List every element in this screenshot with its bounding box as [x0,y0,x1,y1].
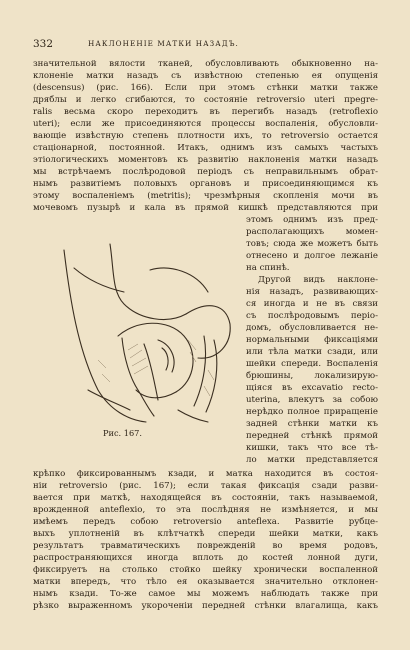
text-line: врожденной anteflexio, то эта послѣдняя не измѣняется, и мы [33,505,378,515]
text-line: брюшины, локализирую- [246,371,378,381]
text-line: дряблы и легко сгибаются, то состояніе retroversio uteri преgre- [33,95,378,105]
text-line: стаціонарной, постоянной. Итакъ, однимъ изъ самыхъ частыхъ [33,143,378,153]
text-line: ralis весьма скоро переходитъ въ перегибъ назадъ (retroflexio [33,107,378,117]
text-line: нымъ развитіемъ половыхъ органовъ и присоединяющимся къ [33,179,378,189]
text-line: этіологическихъ моментовъ къ развитію наклоненія матки назадъ [33,155,378,165]
text-line: кишки, такъ что все тѣ- [246,443,378,453]
page-number: 332 [33,38,54,50]
text-line: имѣемъ передъ собою retroversio anteflexa. Развитіе рубце- [33,517,378,527]
page-header [33,38,378,52]
text-line: отнесено и долгое лежаніе [246,251,378,261]
anatomical-figure [58,240,236,425]
figure-outline [122,338,154,416]
figure-outline [194,336,206,406]
text-line: ло матки представляется [246,455,378,465]
text-line: передней стѣнкѣ прямой [246,431,378,441]
figure-outline [158,340,174,372]
text-line: домъ, обусловливается не- [246,323,378,333]
text-line: рѣзко выраженномъ укороченіи передней стѣнки влагалища, какъ [33,601,378,611]
text-line: нія назадъ, развивающих- [246,287,378,297]
text-line: шейки спереди. Воспаленія [246,359,378,369]
text-line: задней стѣнки матки къ [246,419,378,429]
text-line: съ послѣродовымъ періо- [246,311,378,321]
text-line: этому воспаленіемъ (metritis); чрезмѣрныя скопленія мочи въ [33,191,378,201]
figure-caption: Рис. 167. [103,428,142,438]
text-line: фиксируетъ на столько стойко шейку хронически воспаленной [33,565,378,575]
running-title: НАКЛОНЕНІЕ МАТКИ НАЗАДЪ. [88,39,239,48]
text-line: вается при маткѣ, находящейся въ состояніи, такъ называемой, [33,493,378,503]
text-line: матки впередъ, что тѣло ея оказывается значительно отклонен- [33,577,378,587]
figure-outline [162,348,168,370]
text-line: на спинѣ. [246,263,290,273]
text-line: крѣпко фиксированнымъ кзади, и матка находится въ состоя- [33,469,378,479]
text-line: выхъ уплотненій въ клѣтчаткѣ спереди шейки матки, какъ [33,529,378,539]
text-line: результатъ травматическихъ поврежденій во время родовъ, [33,541,378,551]
text-line: Другой видъ наклоне- [258,275,378,285]
text-line: щіяся въ excavatio recto- [246,383,378,393]
text-line: значительной вялости тканей, обусловливають обыкновенно на- [33,59,378,69]
figure-outline [118,323,193,392]
figure-outline [64,250,146,422]
text-line: uterina, влекутъ за собою [246,395,378,405]
text-line: этомъ однимъ изъ пред- [246,215,378,225]
text-line: располагающихъ момен- [246,227,378,237]
text-line: нормальными фиксаціями [246,335,378,345]
figure-outline [150,268,208,292]
figure-outline [74,268,124,292]
text-line: нымъ кзади. То-же самое мы можемъ наблюдать также при [33,589,378,599]
figure-outline [144,344,158,400]
text-line: (descensus) (рис. 166). Если при этомъ стѣнки матки также [33,83,378,93]
text-line: мочевомъ пузырѣ и кала въ прямой кишкѣ представляются при [33,203,378,213]
text-line: ся иногда и не въ связи [246,299,378,309]
text-line: клоненіе матки назадъ съ извѣстною степенью ея опущенія [33,71,378,81]
figure-outline [186,306,230,358]
text-line: вающіе извѣстную степень плотности ихъ, то retroversio остается [33,131,378,141]
text-line: или тѣла матки сзади, или [246,347,378,357]
figure-outline [88,390,130,410]
figure-outline [110,244,186,319]
text-line: мы встрѣчаемъ послѣродовой періодъ съ неправильнымъ обрат- [33,167,378,177]
text-line: товъ; сюда же можетъ быть [246,239,378,249]
text-line: нерѣдко полное приращеніе [246,407,378,417]
figure-outline [178,410,208,422]
text-line: ніи retroversio (рис. 167); если такая фиксація сзади разви- [33,481,378,491]
text-line: uteri); если же присоединяются процессы воспаленія, обусловли- [33,119,378,129]
text-line: распространяющихся иногда вплоть до костей лонной дуги, [33,553,378,563]
